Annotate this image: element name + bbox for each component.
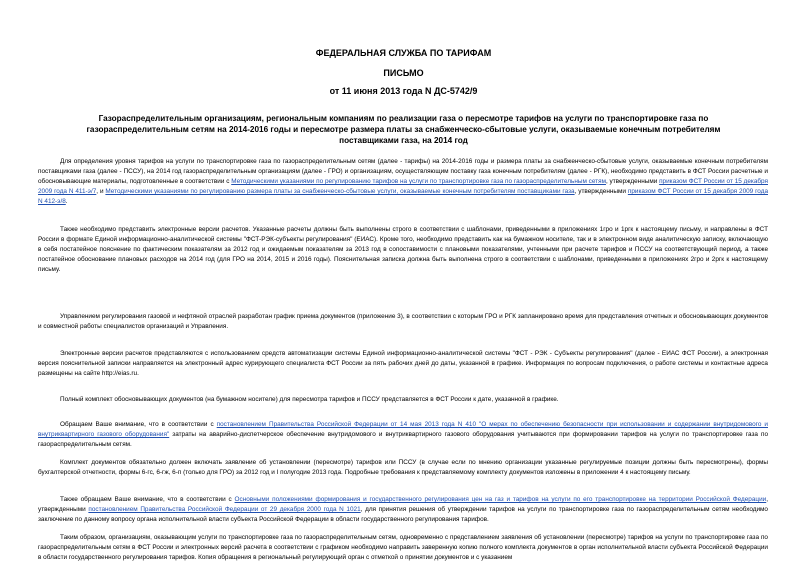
paragraph-5: Полный комплект обосновывающих документов (на бумажном носителе) для пересмотра тарифов и ПССУ представляется в ФСТ России к дате, указанной в графике. [60, 396, 559, 403]
paragraph-1-text: Для определения уровня тарифов на услуги по транспортировке газа по газораспределительным сетям (далее - тарифы) на 2014-2016 годы и размера платы за снабженческо-сбытовые услуги, оказываемые конечным потребителям поставщиками газа (далее - ПССУ), на 2014 год газораспределительным организациям (далее - ГРО) и организациям, осуществляющим поставку газа конечным потребителям (далее - РГК), необходимо представить в ФСТ России расчетные и обосновывающие материалы, подготовленные в соответствии с [38, 158, 768, 185]
paragraph-2: Также необходимо представить электронные версии расчетов. Указанные расчеты должны быть выполнены строго в соответствии с шаблонами, приведенными в приложениях 1гро и 1ргк к настоящему письму, и направлены в ФСТ России в формате Единой информационно-аналитической системы "ФСТ-РЭК-субъекты регулирования" (ЕИАС). Кроме того, необходимо представить как на бумажном носителе, так и в электронном виде аналитическую записку, включающую в себя постатейное пояснение по фактическим показателям за 2012 год и ожидаемым показателям за 2013 год в сопоставимости с плановыми показателями, учтенными при расчете тарифов и ПССУ на соответствующий период, а также постатейное обоснование плановых расходов на 2014 год (для ГРО на 2014, 2015 и 2016 годы). Пояснительная записка должна быть выполнена строго в соответствии с шаблонами, приведенными в приложениях 2гро и 2ргк к настоящему письму. [38, 226, 768, 273]
paragraph-8 [38, 495, 768, 525]
paragraph-1-text-4: , утвержденными [574, 188, 628, 195]
paragraph-3: Управлением регулирования газовой и нефтяной отраслей разработан график приема документов (приложение 3), в соответствии с которым ГРО и РГК запланировано время для представления отчетных и обосновывающих документов и совместной работы специалистов организаций и Управления. [38, 313, 768, 330]
paragraph-6 [38, 420, 768, 450]
link-methodical-guidelines-411[interactable]: Методическими указаниями по регулированию тарифов на услуги по транспортировке газа по газораспределительным сетям [231, 178, 606, 185]
link-resolution-410[interactable]: постановлением Правительства Российской Федерации от 14 мая 2013 года N 410 "О мерах по обеспечению безопасности при использовании и содержании внутридомового и внутриквартирного газового оборудования" [38, 421, 768, 438]
link-resolution-1021[interactable]: постановлением Правительства Российской Федерации от 29 декабря 2000 года N 1021 [88, 506, 361, 513]
agency-title: ФЕДЕРАЛЬНАЯ СЛУЖБА ПО ТАРИФАМ [315, 48, 492, 58]
link-order-412[interactable]: приказом ФСТ России от 15 декабря 2009 года N 412-э/8 [38, 188, 768, 205]
paragraph-8-text: Также обращаем Ваше внимание, что в соответствии с [60, 496, 235, 503]
link-order-411[interactable]: приказом ФСТ России от 15 декабря 2009 года N 411-э/7 [38, 178, 768, 195]
link-basic-provisions[interactable]: Основными положениями формирования и государственного регулирования цен на газ и тарифов на услуги по его транспортировке на территории Российской Федерации [234, 496, 767, 503]
paragraph-7: Комплект документов обязательно должен включать заявление об установлении (пересмотре) тарифов или ПССУ (в случае если по мнению организации указанные регулируемые позиции должны быть пересмотрены), формы бухгалтерской отчетности, формы 6-гс, 6-гж, 6-п (только для ГРО) за 2012 год и I полугодие 2013 года. Подробные требования к представляемому комплекту документов изложены в приложении 4 к настоящему письму. [38, 459, 768, 476]
paragraph-1 [38, 157, 768, 207]
paragraph-6-text: Обращаем Ваше внимание, что в соответствии с [60, 421, 217, 428]
paragraph-1-text-5: . [65, 198, 68, 205]
link-methodical-guidelines-412[interactable]: Методическими указаниями по регулированию размера платы за снабженческо-сбытовые услуги, оказываемые конечным потребителям поставщиками газа [105, 188, 575, 195]
paragraph-8-text-3: , для принятия решения об утверждении тарифов на услуги по транспортировке газа по газораспределительным сетям необходимо заключение по данному вопросу органа исполнительной власти субъекта Российской Федерации в области государственного регулирования тарифов. [38, 506, 768, 523]
paragraph-1-text-2: , утвержденными [605, 178, 660, 185]
document-subject: Газораспределительным организациям, региональным компаниям по реализации газа о пересмотре тарифов на услуги по транспортировке газа по газораспределительным сетям на 2014-2016 годы и пересмотре размера платы за снабженческо-сбытовые услуги, оказываемые конечным потребителям поставщиками газа, на 2014 год [86, 114, 721, 145]
paragraph-9: Таким образом, организациям, оказывающим услуги по транспортировке газа по газораспределительным сетям, одновременно с представлением заявления об установлении (пересмотре) тарифов на услуги по транспортировке газа по газораспределительным сетям в ФСТ России и электронных версий расчета в соответствии с графиком необходимо направить заверенную копию полного комплекта документов в орган исполнительной власти субъекта Российской Федерации в области государственного регулирования тарифов. Копия обращения в региональный регулирующий орган с отметкой о принятии документов и с указанием [38, 534, 768, 561]
paragraph-8-text-2: , утвержденными [38, 496, 768, 513]
document-date-number: от 11 июня 2013 года N ДС-5742/9 [329, 86, 478, 96]
paragraph-4: Электронные версии расчетов представляются с использованием средств автоматизации системы Единой информационно-аналитической системы "ФСТ - РЭК - Субъекты регулирования" (далее - ЕИАС ФСТ России), а электронная версия пояснительной записки направляется на электронный адрес курирующего специалиста ФСТ России за пять рабочих дней до даты, указанной в графике. Информация по вопросам подключения, о работе системы и контактные адреса размещены на сайте http://eias.ru. [38, 350, 768, 377]
paragraph-1-text-3: , и [96, 188, 106, 195]
paragraph-6-text-2: затраты на аварийно-диспетчерское обеспечение внутридомового и внутриквартирного газового оборудования учитываются при формировании тарифов на услуги по транспортировке газа по газораспределительным сетям. [38, 431, 768, 448]
document-type: ПИСЬМО [383, 68, 424, 78]
